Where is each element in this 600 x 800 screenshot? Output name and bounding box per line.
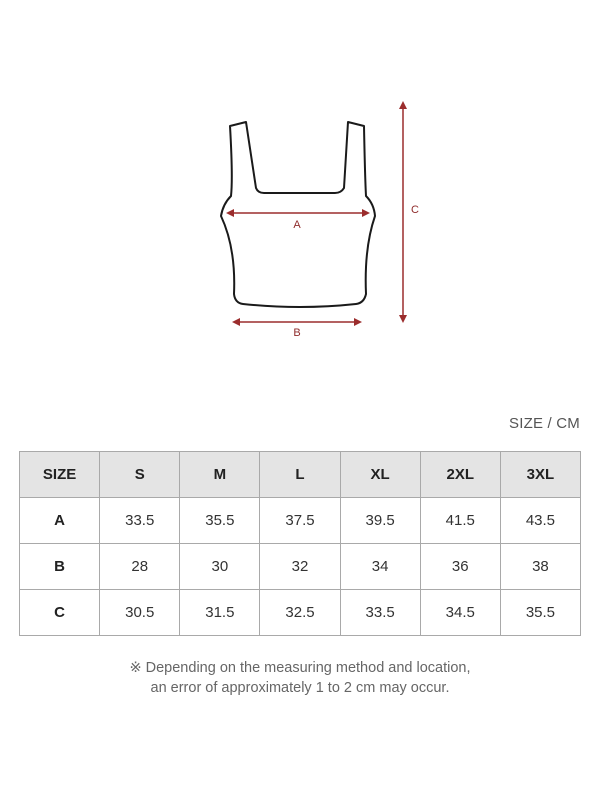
table-cell: 32 bbox=[260, 544, 340, 590]
table-cell: 32.5 bbox=[260, 590, 340, 636]
table-row bbox=[20, 590, 581, 636]
table-cell: 39.5 bbox=[340, 498, 420, 544]
row-label: C bbox=[20, 590, 100, 636]
table-row bbox=[20, 498, 581, 544]
note-line-2: an error of approximately 1 to 2 cm may occur. bbox=[150, 680, 450, 696]
table-cell: 31.5 bbox=[180, 590, 260, 636]
table-cell: 35.5 bbox=[500, 590, 580, 636]
header-size-l: L bbox=[260, 452, 340, 498]
table-cell: 30.5 bbox=[100, 590, 180, 636]
measure-a-label: A bbox=[293, 219, 301, 231]
header-size-3xl: 3XL bbox=[500, 452, 580, 498]
row-label: A bbox=[20, 498, 100, 544]
table-cell: 34.5 bbox=[420, 590, 500, 636]
size-chart-table bbox=[19, 451, 581, 636]
measure-b-label: B bbox=[293, 327, 301, 339]
table-cell: 33.5 bbox=[100, 498, 180, 544]
table-cell: 30 bbox=[180, 544, 260, 590]
measurement-note bbox=[0, 658, 600, 698]
header-corner: SIZE bbox=[20, 452, 100, 498]
measure-c-label: C bbox=[411, 204, 419, 216]
header-size-xl: XL bbox=[340, 452, 420, 498]
table-cell: 35.5 bbox=[180, 498, 260, 544]
header-size-m: M bbox=[180, 452, 260, 498]
header-size-2xl: 2XL bbox=[420, 452, 500, 498]
table-row bbox=[20, 544, 581, 590]
table-cell: 41.5 bbox=[420, 498, 500, 544]
unit-label: SIZE / CM bbox=[509, 415, 580, 432]
note-line-1: ※ Depending on the measuring method and location, bbox=[129, 660, 471, 676]
table-cell: 43.5 bbox=[500, 498, 580, 544]
table-cell: 34 bbox=[340, 544, 420, 590]
table-cell: 33.5 bbox=[340, 590, 420, 636]
table-cell: 28 bbox=[100, 544, 180, 590]
table-cell: 38 bbox=[500, 544, 580, 590]
garment-measurement-diagram bbox=[0, 0, 600, 360]
crop-top-outline bbox=[221, 122, 375, 307]
table-cell: 37.5 bbox=[260, 498, 340, 544]
table-header-row bbox=[20, 452, 581, 498]
table-cell: 36 bbox=[420, 544, 500, 590]
header-size-s: S bbox=[100, 452, 180, 498]
row-label: B bbox=[20, 544, 100, 590]
